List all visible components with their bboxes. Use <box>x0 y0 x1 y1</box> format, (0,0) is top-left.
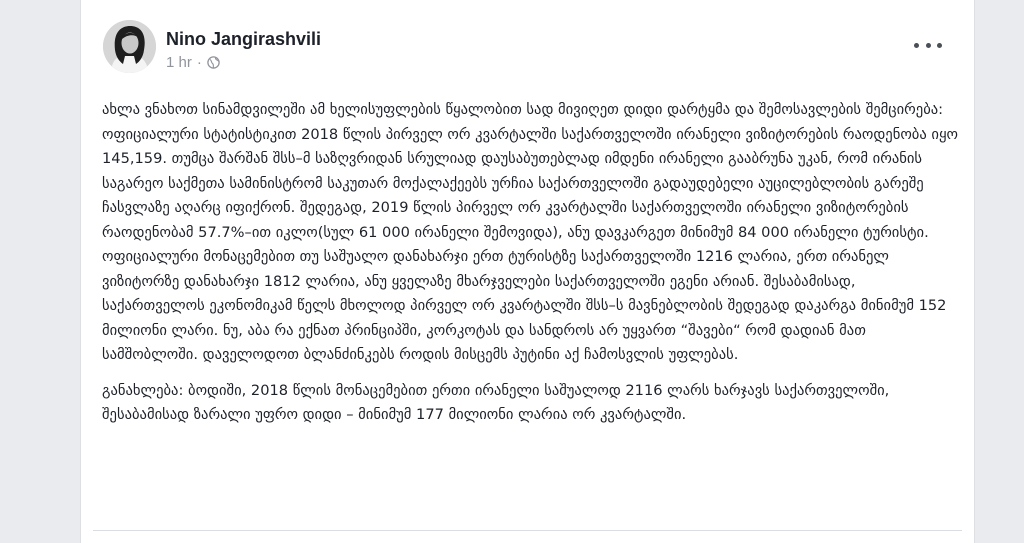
post-paragraph-update: განახლება: ბოდიში, 2018 წლის მონაცემებით ერთი ირანელი საშუალოდ 2116 ლარს ხარჯავს საქართველოში, შესაბამისად ზარალი უფრო დიდი – მინიმუმ 177 მილიონი ლარია ორ კვარტალში. <box>102 381 890 423</box>
author-name[interactable]: Nino Jangirashvili <box>166 29 322 49</box>
avatar[interactable] <box>103 20 156 73</box>
meta-separator: · <box>196 54 202 71</box>
more-dot <box>926 43 931 48</box>
more-dot <box>937 43 942 48</box>
post-card <box>80 0 975 543</box>
post-header <box>103 20 954 80</box>
post-time[interactable]: 1 hr <box>166 54 192 71</box>
globe-icon[interactable] <box>207 56 220 69</box>
post-meta <box>166 54 220 71</box>
avatar-image <box>103 20 156 73</box>
post-paragraph-main: ახლა ვნახოთ სინამდვილეში ამ ხელისუფლების წყალობით სად მივიღეთ დიდი დარტყმა და შემოსავლების შემცირება: ოფიციალური სტატისტიკით 2018 წლის პირველ ორ კვარტალში საქართველოში ირანელი ვიზიტორების რაოდენობა იყო 145,159. თუმცა შარშან შსს–მ საზღვრიდან სრულიად დაუსაბუთებლად იმდენი ირანელი გააბრუნა უკან, რომ ირანის საგარეო საქმეთა სამინისტრომ საკუთარ მოქალაქეებს ურჩია საქართველოში გადაუდებელი აუცილებლობის გარეშე ჩასვლაზე აღარც იფიქრონ. შედეგად, 2019 წლის პირველ ორ კვარტალში საქართველოში ირანელი ვიზიტორების რაოდენობამ 57.7%–ით იკლო(სულ 61 000 ირანელი შემოვიდა), ანუ დავკარგეთ მინიმუმ 84 000 ირანელი ტურისტი. ოფიციალური მონაცემებით თუ საშუალო დანახარჯი ერთ ტურისტზე საქართველოში 1216 ლარია, ერთ ირანელ ვიზიტორზე დანახარჯი 1812 ლარია, ანუ ყველაზე მხარჯველები საქართველოში ეგენი არიან. შესაბამისად, საქართველოს ეკონომიკამ წელს მხოლოდ პირველ ორ კვარტალში შსს–ს მავნებლობის შედეგად დაკარგა მინიმუმ 152 მილიონი ლარი. ნუ, აბა რა ექნათ პრინციპში, კორკოტას და სანდროს არ უყვართ “შავები“ რომ დადიან მათ სამშობლოში. დაველოდოთ ბლანძინკებს როდის მისცემს პუტინი აქ ჩამოსვლის უფლებას. <box>102 101 958 363</box>
more-dot <box>914 43 919 48</box>
post-divider <box>93 530 962 531</box>
post-body <box>102 98 962 428</box>
more-options-icon[interactable] <box>914 38 942 52</box>
